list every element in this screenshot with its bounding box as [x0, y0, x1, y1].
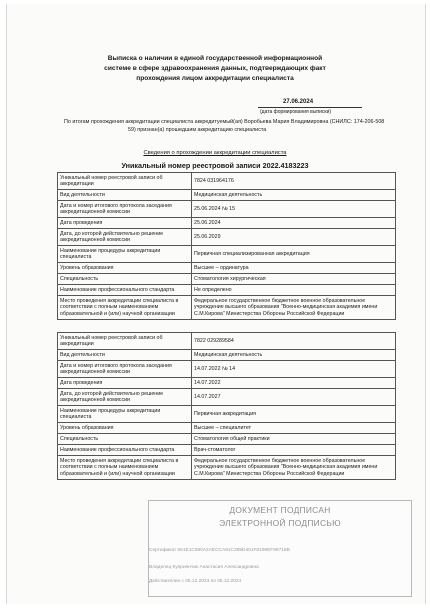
intro-paragraph	[64, 118, 404, 134]
table-row	[58, 378, 396, 389]
row-label: Уникальный номер реестровой записи об аккредитации	[58, 333, 192, 350]
table-row	[58, 229, 396, 246]
row-value: Первичная аккредитация	[192, 406, 396, 423]
formation-date-caption: (дата формирования выписки)	[260, 109, 332, 115]
row-label: Уникальный номер реестровой записи об аккредитации	[58, 173, 192, 190]
row-label: Дата, до которой действительно решение аккредитационной комиссии	[58, 389, 192, 406]
row-value: 7822 029289584	[192, 333, 396, 350]
table-row	[58, 201, 396, 218]
intro-line-2: 59) признан(а) прошедшим аккредитацию специалиста	[128, 127, 267, 133]
table-row	[58, 406, 396, 423]
row-label: Наименование процедуры аккредитации специалиста	[58, 406, 192, 423]
row-label: Место проведения аккредитации специалиста в соответствии с полным наименованием образовательной и (или) научной организации	[58, 456, 192, 480]
registry-number-title: Уникальный номер реестровой записи 2022.4183223	[121, 161, 309, 170]
row-label: Наименование процедуры аккредитации специалиста	[58, 246, 192, 263]
row-label: Специальность	[58, 434, 192, 445]
row-label: Наименование профессионального стандарта	[58, 285, 192, 296]
table-row	[58, 218, 396, 229]
table-row	[58, 285, 396, 296]
table-row	[58, 190, 396, 201]
row-label: Место проведения аккредитации специалиста в соответствии с полным наименованием образовательной и (или) научной организации	[58, 296, 192, 320]
row-value: 25.06.2024	[192, 218, 396, 229]
row-value: Федеральное государственное бюджетное военное образовательное учреждение высшего образования "Военно-медицинская академия имени С.М.Кирова" Министерства Обороны Российской Федерации	[192, 296, 396, 320]
row-value: Врач-стоматолог	[192, 445, 396, 456]
title-line-3: прохождения лицом аккредитации специалиста	[136, 75, 294, 82]
document-title	[0, 54, 430, 84]
section-heading: Сведения о прохождении аккредитации специалиста	[143, 150, 287, 156]
row-value: Не определено	[192, 285, 396, 296]
row-value: Первичная специализированная аккредитация	[192, 246, 396, 263]
row-value: Высшее – ординатура	[192, 263, 396, 274]
row-value: 14.07.2022	[192, 378, 396, 389]
stamp-owner: Владелец Куприянчик Анастасия Александровна	[149, 565, 259, 570]
row-value: 14.07.2022 № 14	[192, 361, 396, 378]
row-value: Медицинская деятельность	[192, 350, 396, 361]
row-label: Уровень образования	[58, 423, 192, 434]
table-row	[58, 263, 396, 274]
title-line-1: Выписка о наличии в единой государственной информационной	[107, 55, 323, 62]
table-row	[58, 361, 396, 378]
table-row	[58, 445, 396, 456]
row-value: Стоматология общей практики	[192, 434, 396, 445]
table-row	[58, 246, 396, 263]
formation-date-underline	[258, 107, 362, 108]
table-row	[58, 434, 396, 445]
stamp-line-2: ЭЛЕКТРОННОЙ ПОДПИСЬЮ	[219, 518, 341, 528]
row-value: Стоматология хирургическая	[192, 274, 396, 285]
stamp-line-1: ДОКУМЕНТ ПОДПИСАН	[229, 505, 331, 515]
row-label: Дата, до которой действительно решение аккредитационной комиссии	[58, 229, 192, 246]
row-value: 14.07.2027	[192, 389, 396, 406]
row-value: Высшее – специалитет	[192, 423, 396, 434]
row-label: Дата проведения	[58, 378, 192, 389]
row-value: Федеральное государственное бюджетное военное образовательное учреждение высшего образования "Военно-медицинская академия имени С.М.Кирова" Министерства Обороны Российской Федерации	[192, 456, 396, 480]
table-row	[58, 274, 396, 285]
row-value: 25.06.2024 № 15	[192, 201, 396, 218]
row-label: Дата и номер итогового протокола заседания аккредитационной комиссии	[58, 201, 192, 218]
table-row	[58, 456, 396, 480]
table-row	[58, 423, 396, 434]
stamp-validity: Действителен с 05.12.2023 по 05.12.2024	[149, 579, 242, 584]
table-row	[58, 389, 396, 406]
table-row	[58, 173, 396, 190]
row-label: Специальность	[58, 274, 192, 285]
stamp-certificate: Сертификат 551E1C690A2AECCA81C385D401F8108EF88718B	[149, 548, 290, 553]
table-row	[58, 296, 396, 320]
row-value: Медицинская деятельность	[192, 190, 396, 201]
row-label: Уровень образования	[58, 263, 192, 274]
intro-line-1: По итогам прохождения аккредитации специалиста аккредитуемый(ая) Воробьева Мария Владимировна (СНИЛС: 174-206-508	[64, 119, 385, 125]
row-value: 25.06.2029	[192, 229, 396, 246]
row-value: 7824 031964176	[192, 173, 396, 190]
row-label: Наименование профессионального стандарта	[58, 445, 192, 456]
electronic-signature-stamp	[148, 500, 412, 597]
accreditation-record-table-2	[57, 332, 396, 480]
accreditation-record-table-1	[57, 172, 396, 320]
row-label: Вид деятельности	[58, 190, 192, 201]
formation-date: 27.06.2024	[283, 99, 314, 105]
table-row	[58, 350, 396, 361]
title-line-2: системе в сфере здравоохранения данных, подтверждающих факт	[104, 65, 326, 72]
row-label: Вид деятельности	[58, 350, 192, 361]
row-label: Дата проведения	[58, 218, 192, 229]
row-label: Дата и номер итогового протокола заседания аккредитационной комиссии	[58, 361, 192, 378]
table-row	[58, 333, 396, 350]
